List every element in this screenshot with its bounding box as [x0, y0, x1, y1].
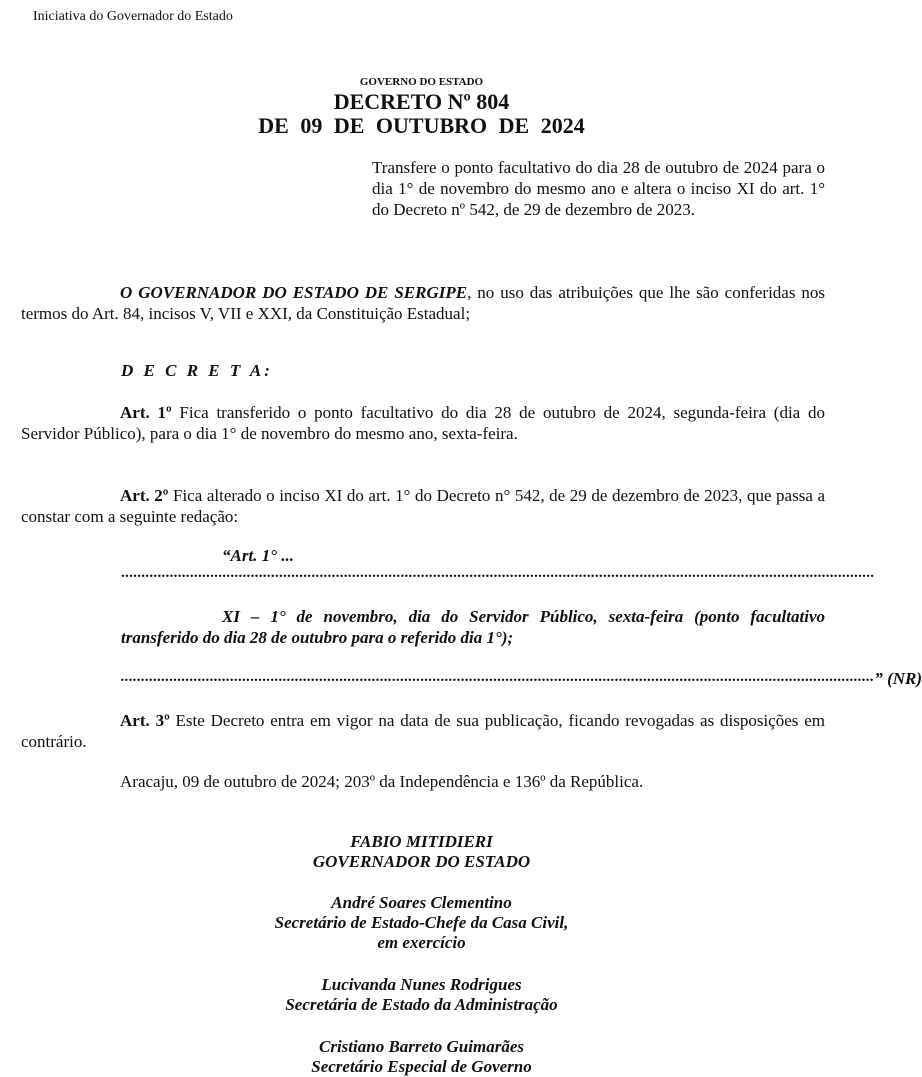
signature-block — [0, 893, 843, 953]
signatory-name: Cristiano Barreto Guimarães — [319, 1037, 524, 1056]
closing-text: Aracaju, 09 de outubro de 2024; 203º da Independência e 136º da República. — [120, 772, 644, 791]
ellipsis-line: .......................................................................................................................................................................................... — [121, 565, 875, 581]
article-3 — [21, 710, 825, 752]
decree-summary: Transfere o ponto facultativo do dia 28 de outubro de 2024 para o dia 1° de novembro do mesmo ano e altera o inciso XI do art. 1° do Decreto nº 542, de 29 de dezembro de 2023. — [372, 158, 825, 219]
decree-title: DECRETO Nº 804 — [333, 89, 510, 114]
decree-date: DE 09 DE OUTUBRO DE 2024 — [258, 113, 585, 138]
signatory-role: Secretária de Estado da Administração — [285, 995, 558, 1014]
quote-end: ” (NR) — [874, 669, 922, 688]
signature-block — [0, 1037, 843, 1077]
signatory-role: Secretário de Estado-Chefe da Casa Civil, — [274, 913, 569, 932]
government-label: GOVERNO DO ESTADO — [359, 76, 484, 88]
preamble-paragraph — [21, 282, 825, 324]
preamble-subject: O GOVERNADOR DO ESTADO DE SERGIPE — [120, 283, 468, 302]
article-1 — [21, 402, 825, 444]
signatory-name: André Soares Clementino — [331, 893, 512, 912]
article-1-label: Art. 1º — [120, 403, 172, 422]
article-3-text: Este Decreto entra em vigor na data de sua publicação, ficando revogadas as disposições em contrário. — [21, 711, 825, 751]
header-note: Iniciativa do Governador do Estado — [33, 9, 233, 24]
article-2 — [21, 485, 825, 527]
ellipsis-line-end: .......................................................................................................................................................................................... ” (NR) — [121, 669, 922, 688]
signatory-role: Secretário Especial de Governo — [311, 1057, 532, 1076]
inciso-xi-text: XI – 1° de novembro, dia do Servidor Público, sexta-feira (ponto facultativo transferido do dia 28 de outubro para o referido dia 1°); — [121, 607, 825, 647]
signatory-name: Lucivanda Nunes Rodrigues — [321, 975, 522, 994]
article-3-label: Art. 3º — [120, 711, 170, 730]
signatory-note: em exercício — [377, 933, 466, 952]
article-2-label: Art. 2º — [120, 486, 169, 505]
quoted-article-head: “Art. 1° ... — [222, 546, 294, 565]
signature-block — [0, 975, 843, 1015]
closing-paragraph — [21, 771, 825, 792]
inciso-xi — [121, 606, 825, 648]
article-1-text: Fica transferido o ponto facultativo do dia 28 de outubro de 2024, segunda-feira (dia do Servidor Público), para o dia 1° de novembro do mesmo ano, sexta-feira. — [21, 403, 825, 443]
signature-block — [0, 832, 843, 872]
preamble-text: , no uso das atribuições que lhe são conferidas nos termos do Art. 84, incisos V, VII e XXI, da Constituição Estadual; — [21, 283, 826, 323]
signatory-role: GOVERNADOR DO ESTADO — [312, 852, 531, 871]
article-2-text: Fica alterado o inciso XI do art. 1° do Decreto n° 542, de 29 de dezembro de 2023, que passa a constar com a seguinte redação: — [21, 486, 825, 526]
decreta-heading: D E C R E T A: — [121, 361, 273, 380]
signatory-name: FABIO MITIDIERI — [350, 832, 493, 851]
